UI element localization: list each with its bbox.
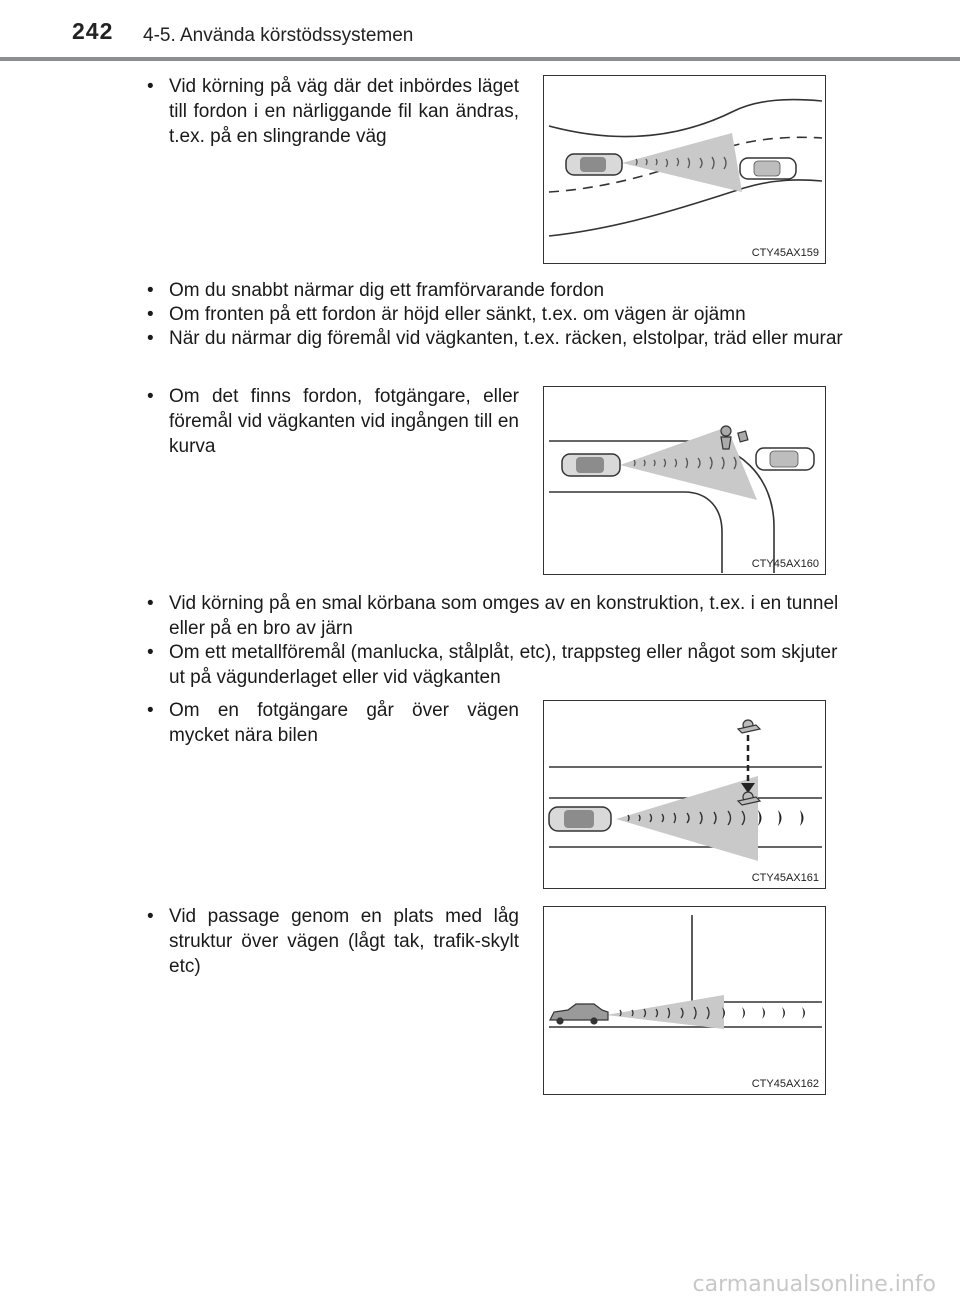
bullet-symbol: • xyxy=(147,642,154,663)
car-icon xyxy=(549,807,611,831)
bullet-item xyxy=(147,591,847,641)
curving-road-illustration xyxy=(544,76,827,265)
bullet-symbol: • xyxy=(147,304,154,325)
bullet-text: Om ett metallföremål (manlucka, stålplåt, etc), trappsteg eller något som skjuter ut på vägunderlaget eller vid vägkanten xyxy=(169,642,838,688)
bullet-text: Om du snabbt närmar dig ett framförvarande fordon xyxy=(169,280,605,301)
low-structure-illustration xyxy=(544,907,827,1096)
car-icon xyxy=(550,1004,608,1024)
bullet-item xyxy=(147,698,519,748)
header-divider xyxy=(0,57,960,61)
bullet-symbol: • xyxy=(147,906,154,927)
car-icon xyxy=(740,158,796,179)
figure-code: CTY45AX161 xyxy=(751,872,819,884)
bullet-symbol: • xyxy=(147,280,154,301)
bullet-item xyxy=(147,302,847,327)
footer-watermark[interactable]: carmanualsonline.info xyxy=(692,1272,936,1297)
bullet-item xyxy=(147,326,847,351)
bullet-item xyxy=(147,384,519,459)
page-number: 242 xyxy=(72,18,114,44)
bullet-item xyxy=(147,74,519,149)
bullet-symbol: • xyxy=(147,328,154,349)
bullet-text: När du närmar dig föremål vid vägkanten, t.ex. räcken, elstolpar, träd eller murar xyxy=(169,328,843,349)
car-icon xyxy=(566,154,622,175)
bullet-symbol: • xyxy=(147,386,154,407)
bullet-text: Om fronten på ett fordon är höjd eller sänkt, t.ex. om vägen är ojämn xyxy=(169,304,746,325)
figure-code: CTY45AX159 xyxy=(751,247,819,259)
bullet-text: Vid körning på en smal körbana som omges av en konstruktion, t.ex. i en tunnel eller på en bro av järn xyxy=(169,593,839,639)
bullet-item xyxy=(147,904,519,979)
bullet-text: Om det finns fordon, fotgängare, eller föremål vid vägkanten vid ingången till en kurva xyxy=(169,386,519,457)
bullet-text: Vid passage genom en plats med låg struktur över vägen (lågt tak, trafik-skylt etc) xyxy=(169,906,519,977)
pedestrian-icon xyxy=(738,720,760,733)
bullet-item xyxy=(147,640,847,690)
bullet-symbol: • xyxy=(147,76,154,97)
pedestrian-crossing-illustration xyxy=(544,701,827,890)
figure-low-structure xyxy=(543,906,826,1095)
bullet-text: Vid körning på väg där det inbördes läget till fordon i en närliggande fil kan ändras, t.ex. på en slingrande väg xyxy=(169,76,519,147)
figure-curve-entrance xyxy=(543,386,826,575)
bullet-item xyxy=(147,278,847,303)
bullet-symbol: • xyxy=(147,593,154,614)
car-icon xyxy=(756,448,814,470)
figure-code: CTY45AX160 xyxy=(751,558,819,570)
page-header xyxy=(0,0,960,60)
car-icon xyxy=(562,454,620,476)
figure-curving-road xyxy=(543,75,826,264)
bullet-text: Om en fotgängare går över vägen mycket nära bilen xyxy=(169,700,519,746)
figure-pedestrian-crossing xyxy=(543,700,826,889)
section-title: 4-5. Använda körstödssystemen xyxy=(143,25,414,46)
curve-entrance-illustration xyxy=(544,387,827,576)
figure-code: CTY45AX162 xyxy=(751,1078,819,1090)
bullet-symbol: • xyxy=(147,700,154,721)
